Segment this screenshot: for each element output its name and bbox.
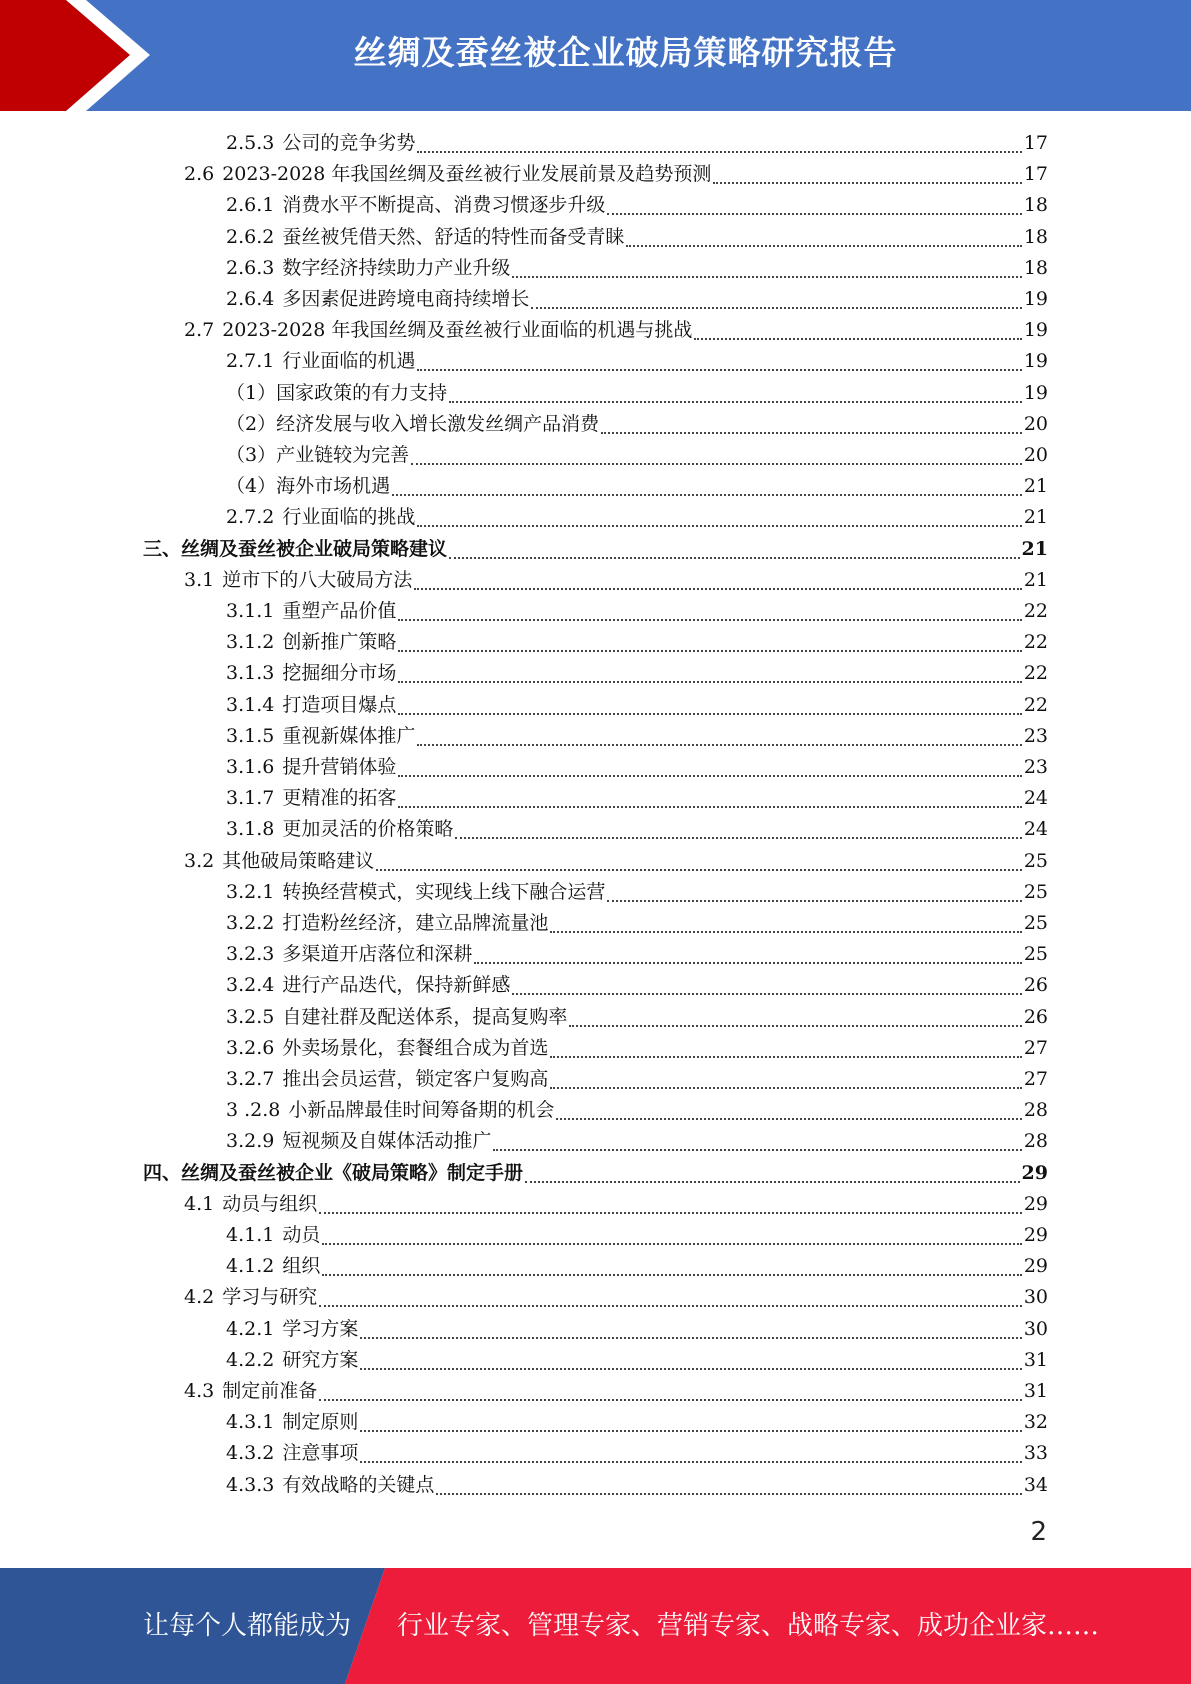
toc-entry-number: 3.2.4	[226, 974, 275, 996]
toc-dot-leader	[474, 962, 1021, 964]
toc-entry-title: 行业面临的挑战	[282, 506, 416, 528]
toc-entry[interactable]	[226, 1095, 1048, 1126]
toc-dot-leader	[376, 869, 1022, 871]
toc-entry-page: 20	[1023, 413, 1048, 435]
toc-entry-title: 组织	[282, 1255, 321, 1277]
toc-entry-title: 进行产品迭代，保持新鲜感	[282, 974, 511, 996]
toc-dot-leader	[360, 1461, 1021, 1463]
page-number: 2	[1030, 1517, 1047, 1547]
toc-dot-leader	[556, 1118, 1021, 1120]
toc-entry-page: 24	[1023, 787, 1048, 809]
toc-dot-leader	[607, 900, 1021, 902]
toc-entry-number: 3.2.6	[226, 1037, 275, 1059]
toc-entry-page: 32	[1023, 1411, 1048, 1433]
toc-entry[interactable]	[184, 315, 1048, 346]
toc-entry-title: 逆市下的八大破局方法	[222, 569, 413, 591]
toc-entry[interactable]	[184, 1189, 1048, 1220]
toc-entry-page: 25	[1023, 943, 1048, 965]
toc-entry-title: 多渠道开店落位和深耕	[282, 943, 473, 965]
toc-dot-leader	[398, 775, 1021, 777]
toc-dot-leader	[550, 1056, 1021, 1058]
toc-dot-leader	[398, 650, 1021, 652]
toc-entry[interactable]	[226, 1407, 1048, 1438]
toc-entry-number: 3.2.5	[226, 1006, 275, 1028]
toc-entry[interactable]	[184, 1376, 1048, 1407]
toc-entry-number: 3.1.8	[226, 818, 275, 840]
toc-entry-title: 四、丝绸及蚕丝被企业《破局策略》制定手册	[143, 1162, 524, 1184]
toc-entry-title: 数字经济持续助力产业升级	[282, 257, 511, 279]
toc-entry-page: 24	[1023, 818, 1048, 840]
toc-entry-page: 18	[1023, 257, 1048, 279]
toc-entry-number: 2.7	[184, 319, 215, 341]
toc-dot-leader	[319, 1212, 1022, 1214]
toc-entry-number: 4.2.1	[226, 1318, 275, 1340]
toc-dot-leader	[360, 1337, 1021, 1339]
toc-entry[interactable]	[226, 1438, 1048, 1469]
toc-entry-page: 21	[1023, 475, 1048, 497]
toc-dot-leader	[360, 1368, 1021, 1370]
toc-entry-number: 3.2.1	[226, 881, 275, 903]
toc-entry-title: （4）海外市场机遇	[226, 475, 391, 497]
toc-entry-title: 转换经营模式，实现线上线下融合运营	[282, 881, 606, 903]
toc-entry-page: 18	[1023, 194, 1048, 216]
toc-entry-title: 挖掘细分市场	[282, 662, 397, 684]
toc-dot-leader	[449, 557, 1020, 559]
toc-entry-page: 19	[1023, 350, 1048, 372]
toc-entry-number: 3.1.2	[226, 631, 275, 653]
toc-entry[interactable]	[226, 222, 1048, 253]
toc-entry[interactable]	[143, 534, 1048, 565]
toc-entry[interactable]	[226, 627, 1048, 658]
toc-entry-title: 蚕丝被凭借天然、舒适的特性而备受青睐	[282, 226, 625, 248]
toc-entry-title: 推出会员运营，锁定客户复购高	[282, 1068, 549, 1090]
toc-entry-page: 29	[1023, 1193, 1048, 1215]
toc-dot-leader	[525, 1181, 1020, 1183]
toc-entry[interactable]	[226, 1033, 1048, 1064]
toc-entry[interactable]	[226, 1220, 1048, 1251]
toc-entry[interactable]	[226, 128, 1048, 159]
toc-entry[interactable]	[226, 440, 1048, 471]
toc-entry-title: 注意事项	[282, 1442, 359, 1464]
toc-entry[interactable]	[226, 284, 1048, 315]
toc-entry-number: 3.2	[184, 850, 215, 872]
toc-entry[interactable]	[226, 658, 1048, 689]
toc-entry[interactable]	[226, 783, 1048, 814]
toc-entry[interactable]	[226, 1345, 1048, 1376]
toc-entry-number: 3.1.5	[226, 725, 275, 747]
toc-entry-number: 2.7.2	[226, 506, 275, 528]
toc-entry-title: 学习方案	[282, 1318, 359, 1340]
toc-entry-title: 研究方案	[282, 1349, 359, 1371]
toc-entry-title: 消费水平不断提高、消费习惯逐步升级	[282, 194, 606, 216]
toc-entry[interactable]	[226, 1314, 1048, 1345]
toc-entry-number: 2.7.1	[226, 350, 275, 372]
toc-entry-page: 29	[1021, 1162, 1048, 1184]
toc-dot-leader	[569, 1025, 1021, 1027]
toc-entry-page: 17	[1023, 132, 1048, 154]
toc-entry-title: 学习与研究	[222, 1286, 318, 1308]
toc-entry[interactable]	[184, 159, 1048, 190]
toc-entry-title: 动员与组织	[222, 1193, 318, 1215]
toc-entry-number: 3.1.7	[226, 787, 275, 809]
toc-entry-page: 28	[1023, 1130, 1048, 1152]
toc-dot-leader	[626, 245, 1021, 247]
toc-dot-leader	[392, 494, 1022, 496]
page-footer	[0, 1568, 1191, 1684]
toc-entry[interactable]	[226, 814, 1048, 845]
footer-slogan-right: 行业专家、管理专家、营销专家、战略专家、成功企业家……	[397, 1611, 1100, 1641]
toc-dot-leader	[417, 744, 1021, 746]
toc-entry-title: （1）国家政策的有力支持	[226, 382, 448, 404]
toc-dot-leader	[550, 1087, 1021, 1089]
toc-entry-number: 3.2.3	[226, 943, 275, 965]
toc-entry-page: 25	[1023, 912, 1048, 934]
toc-dot-leader	[436, 1493, 1021, 1495]
toc-entry-title: 制定原则	[282, 1411, 359, 1433]
toc-entry-title: （2）经济发展与收入增长激发丝绸产品消费	[226, 413, 600, 435]
toc-entry-number: 4.3.3	[226, 1474, 275, 1496]
toc-entry[interactable]	[226, 190, 1048, 221]
toc-entry[interactable]	[226, 752, 1048, 783]
toc-entry-number: 3.2.9	[226, 1130, 275, 1152]
toc-entry-page: 18	[1023, 226, 1048, 248]
toc-entry-page: 19	[1023, 288, 1048, 310]
toc-dot-leader	[398, 619, 1021, 621]
toc-entry-page: 20	[1023, 444, 1048, 466]
toc-entry-number: 4.3	[184, 1380, 215, 1402]
toc-entry-page: 21	[1023, 506, 1048, 528]
toc-entry-number: 3.1.3	[226, 662, 275, 684]
toc-entry-number: 3.1.4	[226, 694, 275, 716]
toc-entry-page: 28	[1023, 1099, 1048, 1121]
toc-dot-leader	[417, 369, 1021, 371]
toc-entry-page: 29	[1023, 1224, 1048, 1246]
toc-entry[interactable]	[226, 378, 1048, 409]
toc-entry[interactable]	[226, 471, 1048, 502]
toc-entry-title: 小新品牌最佳时间筹备期的机会	[288, 1099, 555, 1121]
toc-entry-page: 23	[1023, 725, 1048, 747]
toc-entry-title: 更精准的拓客	[282, 787, 397, 809]
toc-entry[interactable]	[226, 1002, 1048, 1033]
toc-entry-page: 21	[1021, 538, 1048, 560]
toc-entry-title: 重塑产品价值	[282, 600, 397, 622]
toc-entry[interactable]	[184, 565, 1048, 596]
toc-entry-title: 短视频及自媒体活动推广	[282, 1130, 492, 1152]
toc-entry[interactable]	[226, 1251, 1048, 1282]
toc-entry-page: 17	[1023, 163, 1048, 185]
toc-entry[interactable]	[226, 721, 1048, 752]
toc-entry-title: 打造项目爆点	[282, 694, 397, 716]
toc-entry-title: 更加灵活的价格策略	[282, 818, 454, 840]
toc-entry-page: 22	[1023, 694, 1048, 716]
toc-entry[interactable]	[226, 877, 1048, 908]
toc-dot-leader	[601, 432, 1022, 434]
toc-entry-title: 外卖场景化，套餐组合成为首选	[282, 1037, 549, 1059]
toc-dot-leader	[493, 1149, 1021, 1151]
toc-dot-leader	[398, 713, 1021, 715]
toc-entry-title: 动员	[282, 1224, 321, 1246]
toc-dot-leader	[417, 151, 1021, 153]
toc-entry-page: 22	[1023, 631, 1048, 653]
toc-entry-title: 2023-2028 年我国丝绸及蚕丝被行业面临的机遇与挑战	[222, 319, 693, 341]
toc-entry-title: 打造粉丝经济，建立品牌流量池	[282, 912, 549, 934]
toc-entry[interactable]	[226, 596, 1048, 627]
toc-entry-title: 行业面临的机遇	[282, 350, 416, 372]
toc-dot-leader	[607, 213, 1021, 215]
toc-entry-number: 3.1.6	[226, 756, 275, 778]
toc-entry-number: 2.6.3	[226, 257, 275, 279]
toc-entry-page: 30	[1023, 1318, 1048, 1340]
toc-entry[interactable]	[184, 846, 1048, 877]
toc-entry-page: 26	[1023, 974, 1048, 996]
toc-entry-page: 34	[1023, 1474, 1048, 1496]
toc-entry-title: 自建社群及配送体系，提高复购率	[282, 1006, 568, 1028]
toc-entry[interactable]	[226, 253, 1048, 284]
toc-entry-page: 22	[1023, 662, 1048, 684]
toc-entry-title: 多因素促进跨境电商持续增长	[282, 288, 530, 310]
toc-entry-page: 30	[1023, 1286, 1048, 1308]
toc-dot-leader	[512, 993, 1021, 995]
toc-dot-leader	[531, 307, 1021, 309]
toc-entry-page: 23	[1023, 756, 1048, 778]
toc-dot-leader	[694, 338, 1021, 340]
report-title: 丝绸及蚕丝被企业破局策略研究报告	[353, 33, 898, 72]
toc-entry-page: 29	[1023, 1255, 1048, 1277]
toc-entry[interactable]	[226, 346, 1048, 377]
toc-entry-number: 3.1	[184, 569, 215, 591]
toc-entry[interactable]	[226, 1064, 1048, 1095]
toc-entry-title: 创新推广策略	[282, 631, 397, 653]
toc-dot-leader	[550, 931, 1021, 933]
toc-entry[interactable]	[226, 690, 1048, 721]
toc-entry-number: 4.2	[184, 1286, 215, 1308]
toc-entry-page: 26	[1023, 1006, 1048, 1028]
toc-dot-leader	[449, 401, 1022, 403]
toc-dot-leader	[322, 1274, 1021, 1276]
toc-entry-number: 4.3.1	[226, 1411, 275, 1433]
toc-entry-number: 3.1.1	[226, 600, 275, 622]
toc-entry-number: 3 .2.8	[226, 1099, 281, 1121]
toc-dot-leader	[417, 525, 1021, 527]
toc-entry-page: 31	[1023, 1349, 1048, 1371]
toc-entry-number: 3.2.2	[226, 912, 275, 934]
toc-entry-title: 2023-2028 年我国丝绸及蚕丝被行业发展前景及趋势预测	[222, 163, 712, 185]
toc-entry-title: 有效战略的关键点	[282, 1474, 435, 1496]
toc-entry-title: （3）产业链较为完善	[226, 444, 410, 466]
toc-dot-leader	[360, 1430, 1021, 1432]
toc-dot-leader	[414, 588, 1022, 590]
toc-entry-page: 25	[1023, 881, 1048, 903]
toc-entry-number: 4.3.2	[226, 1442, 275, 1464]
toc-entry-page: 19	[1023, 319, 1048, 341]
toc-dot-leader	[398, 681, 1021, 683]
toc-dot-leader	[713, 182, 1021, 184]
toc-entry-number: 4.1.1	[226, 1224, 275, 1246]
toc-entry[interactable]	[184, 1282, 1048, 1313]
toc-entry-number: 2.5.3	[226, 132, 275, 154]
toc-entry-number: 2.6	[184, 163, 215, 185]
toc-entry[interactable]	[226, 1126, 1048, 1157]
toc-entry-number: 2.6.2	[226, 226, 275, 248]
toc-entry-page: 31	[1023, 1380, 1048, 1402]
toc-entry[interactable]	[226, 1470, 1048, 1501]
page-header	[0, 0, 1191, 111]
toc-entry-page: 21	[1023, 569, 1048, 591]
toc-entry-page: 33	[1023, 1442, 1048, 1464]
toc-entry-page: 22	[1023, 600, 1048, 622]
toc-entry-number: 4.1.2	[226, 1255, 275, 1277]
toc-dot-leader	[322, 1243, 1021, 1245]
toc-entry-title: 三、丝绸及蚕丝被企业破局策略建议	[143, 538, 448, 560]
toc-dot-leader	[455, 837, 1021, 839]
toc-entry-title: 公司的竞争劣势	[282, 132, 416, 154]
toc-entry-page: 27	[1023, 1037, 1048, 1059]
toc-entry[interactable]	[143, 1158, 1048, 1189]
toc-entry-number: 4.1	[184, 1193, 215, 1215]
toc-entry[interactable]	[226, 502, 1048, 533]
toc-entry-title: 其他破局策略建议	[222, 850, 375, 872]
toc-entry[interactable]	[226, 409, 1048, 440]
toc-dot-leader	[319, 1399, 1022, 1401]
toc-entry-page: 25	[1023, 850, 1048, 872]
toc-entry-number: 4.2.2	[226, 1349, 275, 1371]
toc-entry-title: 重视新媒体推广	[282, 725, 416, 747]
toc-entry-number: 2.6.1	[226, 194, 275, 216]
toc-dot-leader	[319, 1305, 1022, 1307]
toc-entry-number: 2.6.4	[226, 288, 275, 310]
toc-entry-page: 27	[1023, 1068, 1048, 1090]
toc-dot-leader	[411, 463, 1022, 465]
toc-entry-title: 提升营销体验	[282, 756, 397, 778]
toc-dot-leader	[398, 806, 1021, 808]
toc-entry-page: 19	[1023, 382, 1048, 404]
toc-entry[interactable]	[226, 970, 1048, 1001]
toc-entry-number: 3.2.7	[226, 1068, 275, 1090]
toc-entry-title: 制定前准备	[222, 1380, 318, 1402]
toc-entry[interactable]	[226, 939, 1048, 970]
footer-slogan-left: 让每个人都能成为	[143, 1611, 352, 1641]
toc-entry[interactable]	[226, 908, 1048, 939]
toc-dot-leader	[512, 276, 1021, 278]
